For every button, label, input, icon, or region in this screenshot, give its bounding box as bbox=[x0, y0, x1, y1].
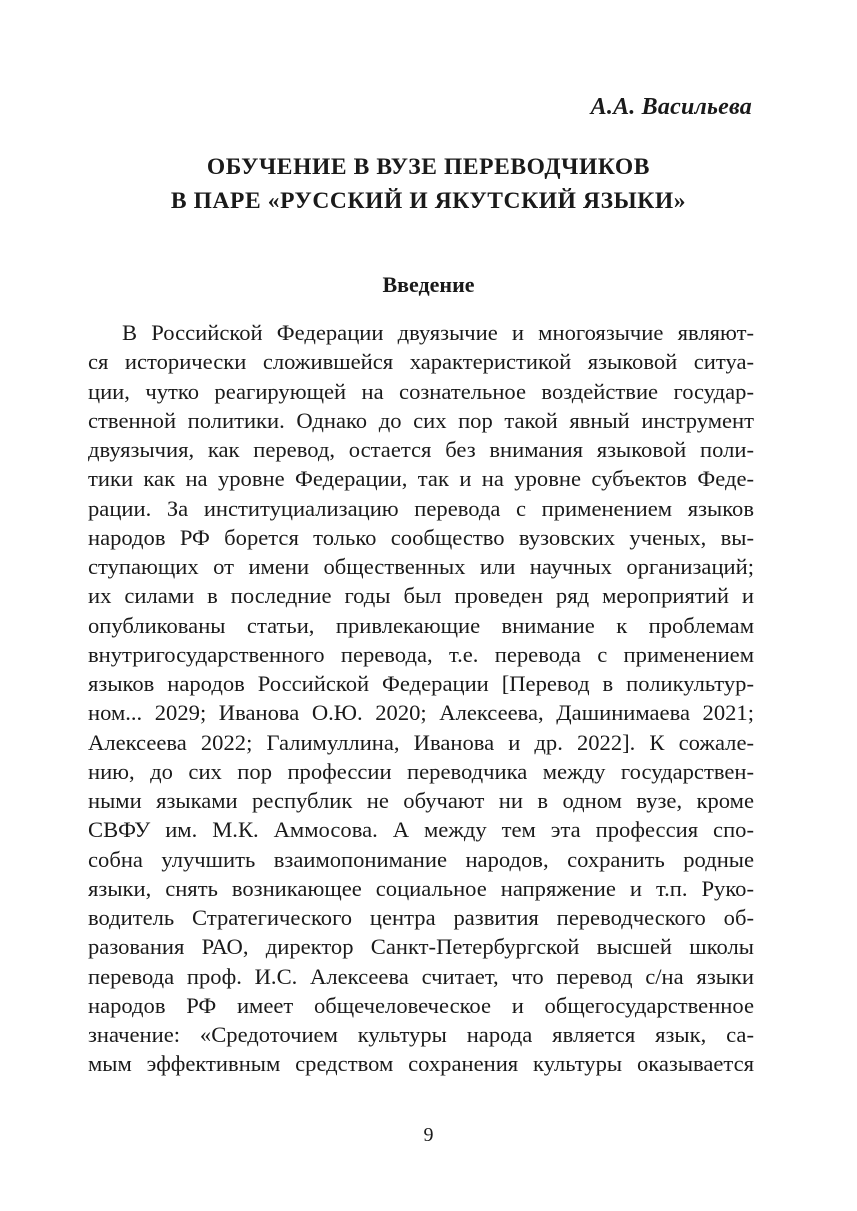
body-line: народов РФ имеет общечеловеческое и общегосударственное bbox=[88, 992, 754, 1018]
body-line: мым эффективным средством сохранения культуры оказывается bbox=[88, 1051, 754, 1077]
body-line: значение: «Средоточием культуры народа является язык, са- bbox=[88, 1022, 754, 1047]
body-line: языки, снять возникающее социальное напряжение и т.п. Руко- bbox=[88, 875, 754, 901]
body-line: народов РФ борется только сообщество вузовских ученых, вы- bbox=[88, 524, 754, 550]
body-line: ся исторически сложившейся характеристикой языковой ситуа- bbox=[88, 349, 754, 375]
body-line: Алексеева 2022; Галимуллина, Иванова и др. 2022]. К сожале- bbox=[88, 729, 754, 755]
body-line: ными языками республик не обучают ни в одном вузе, кроме bbox=[88, 788, 754, 813]
body-line: собна улучшить взаимопонимание народов, сохранить родные bbox=[88, 846, 754, 872]
body-line: перевода проф. И.С. Алексеева считает, что перевод с/на языки bbox=[88, 963, 754, 989]
title-line-2: В ПАРЕ «РУССКИЙ И ЯКУТСКИЙ ЯЗЫКИ» bbox=[170, 188, 687, 214]
body-line: разования РАО, директор Санкт-Петербургской высшей школы bbox=[88, 934, 754, 960]
body-line: ступающих от имени общественных или научных организаций; bbox=[88, 554, 754, 579]
section-heading: Введение bbox=[382, 272, 475, 297]
title-line-1: ОБУЧЕНИЕ В ВУЗЕ ПЕРЕВОДЧИКОВ bbox=[206, 154, 651, 180]
article-title bbox=[0, 150, 857, 218]
body-line: ции, чутко реагирующей на сознательное воздействие государ- bbox=[88, 378, 754, 404]
body-line: языков народов Российской Федерации [Перевод в поликультур- bbox=[88, 671, 754, 696]
body-line: нию, до сих пор профессии переводчика между государствен- bbox=[88, 758, 754, 784]
author-name: А.А. Васильева bbox=[590, 94, 752, 120]
body-line: водитель Стратегического центра развития переводческого об- bbox=[88, 905, 754, 930]
body-line: В Российской Федерации двуязычие и многоязычие являют- bbox=[122, 320, 754, 345]
body-paragraph bbox=[88, 318, 754, 1079]
body-line: их силами в последние годы был проведен ряд мероприятий и bbox=[88, 583, 754, 609]
body-line: двуязычия, как перевод, остается без внимания языковой поли- bbox=[88, 437, 754, 462]
body-line: СВФУ им. М.К. Аммосова. А между тем эта профессия спо- bbox=[88, 817, 754, 843]
body-line: ном... 2029; Иванова О.Ю. 2020; Алексеева, Дашинимаева 2021; bbox=[88, 700, 754, 726]
body-line: опубликованы статьи, привлекающие внимание к проблемам bbox=[88, 612, 754, 638]
body-line: рации. За институциализацию перевода с применением языков bbox=[88, 495, 754, 521]
body-line: ственной политики. Однако до сих пор такой явный инструмент bbox=[88, 407, 754, 433]
page-number: 9 bbox=[423, 1124, 434, 1146]
body-line: внутригосударственного перевода, т.е. перевода с применением bbox=[88, 641, 754, 667]
body-line: тики как на уровне Федерации, так и на уровне субъектов Феде- bbox=[88, 466, 754, 492]
